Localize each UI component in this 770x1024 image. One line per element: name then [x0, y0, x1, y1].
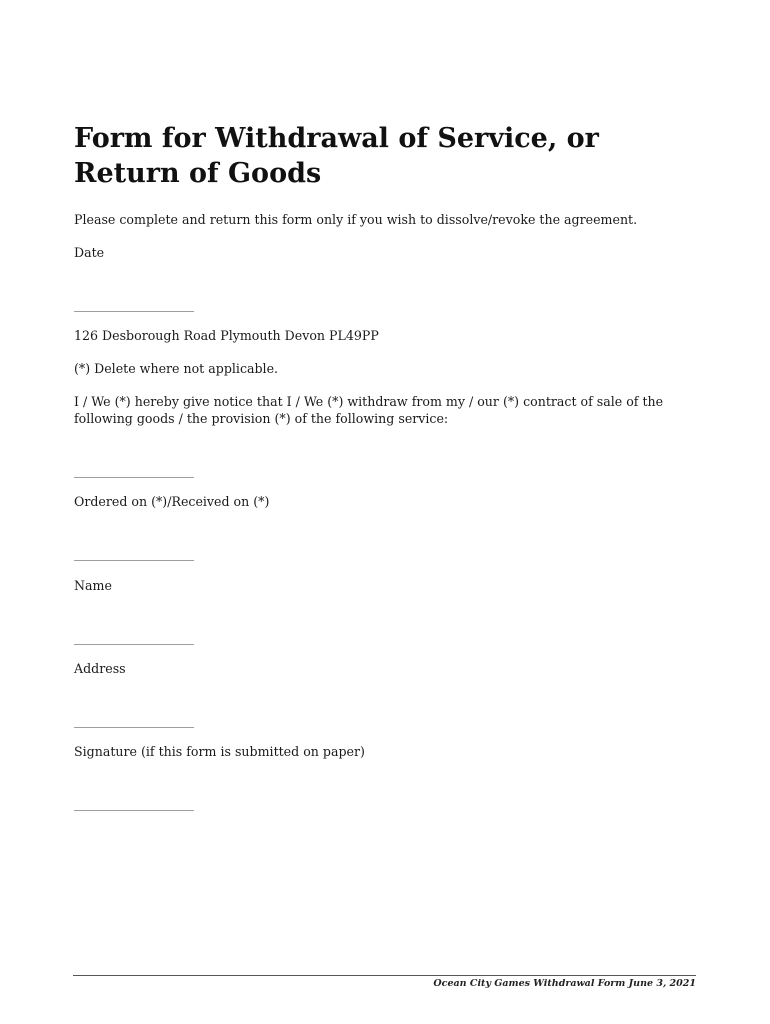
- name-label: Name: [74, 578, 112, 593]
- name-blank-line: ____________________: [74, 631, 194, 645]
- signature-blank-line: ____________________: [74, 797, 194, 811]
- signature-label: Signature (if this form is submitted on paper): [74, 744, 365, 759]
- intro-text: Please complete and return this form only if you wish to dissolve/revoke the agreement.: [74, 212, 638, 227]
- date-blank-line: ____________________: [74, 298, 194, 312]
- address-blank-line: ____________________: [74, 714, 194, 728]
- footer-text: Ocean City Games Withdrawal Form June 3, 2021: [433, 978, 696, 989]
- delete-note: (*) Delete where not applicable.: [74, 361, 279, 376]
- goods-blank-line: ____________________: [74, 464, 194, 478]
- footer-divider: [73, 975, 696, 976]
- address-label: Address: [74, 661, 126, 676]
- business-address: 126 Desborough Road Plymouth Devon PL49PP: [74, 328, 379, 343]
- ordered-label: Ordered on (*)/Received on (*): [74, 494, 270, 509]
- form-title: Form for Withdrawal of Service, or Return of Goods: [74, 123, 599, 189]
- date-label: Date: [74, 245, 105, 260]
- ordered-blank-line: ____________________: [74, 547, 194, 561]
- withdrawal-notice: I / We (*) hereby give notice that I / We (*) withdraw from my / our (*) contract of sale of the following goods / the provision (*) of the following service:: [74, 394, 664, 426]
